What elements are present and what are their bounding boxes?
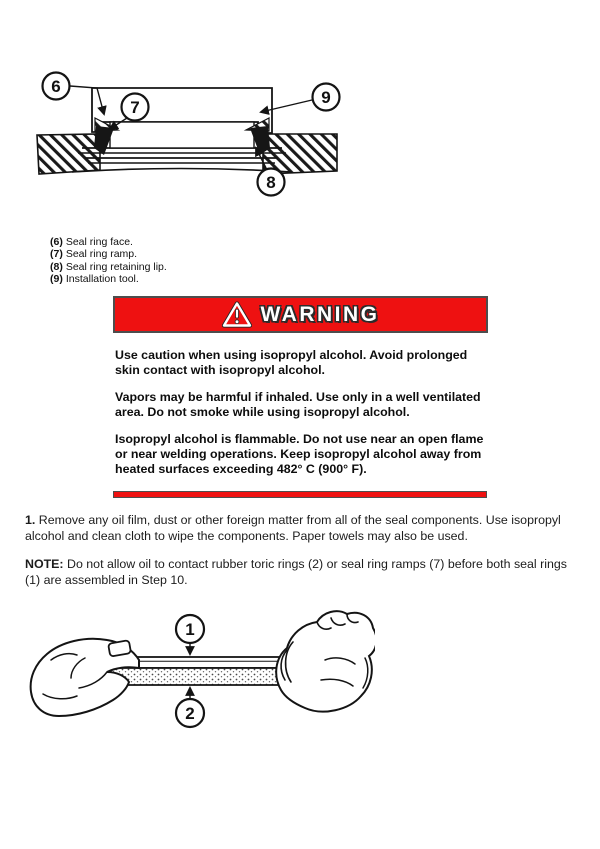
callout-6 [43,73,70,100]
warning-banner [113,296,488,333]
legend-text: Installation tool. [65,273,139,286]
callout-8 [258,169,285,196]
left-hand-drawing [31,639,139,716]
tool-inner-cavity [110,122,254,148]
legend-text: Seal ring face. [65,236,133,248]
callout-1 [176,615,204,643]
note-paragraph [25,557,581,589]
warning-title: WARNING [260,302,380,326]
callout-6-number: 6 [51,77,61,96]
legend-item-9 [50,273,167,285]
legend-text: Seal ring ramp. [65,248,138,261]
note-text: Do not allow oil to contact rubber toric rings (2) or seal ring ramps (7) before both seal rings (1) are assembled in Step 10. [25,557,567,587]
right-hand-drawing [276,611,375,711]
legend-key: (6) [50,236,63,248]
legend-key: (8) [50,260,63,273]
legend-key: (9) [50,273,63,286]
seal-ring-cross-section-figure [30,60,350,200]
callout-2-number: 2 [185,704,195,723]
note-label: NOTE: [25,557,64,571]
warning-triangle-icon [222,301,252,328]
callout-9 [313,84,340,111]
legend-item-8 [50,261,167,273]
figure-legend [50,236,167,286]
warning-body [115,348,489,489]
callout-9-number: 9 [321,88,331,107]
legend-key: (7) [50,248,63,261]
callout-7-number: 7 [130,98,140,117]
legend-item-7 [50,248,167,260]
warning-paragraph-3: Isopropyl alcohol is flammable. Do not use near an open flame or near welding operations. Keep isopropyl alcohol away from heated surfaces exceeding 482° C (900° F). [115,432,484,476]
step-1-text: Remove any oil film, dust or other foreign matter from all of the seal components. Use isopropyl alcohol and clean cloth to wipe the components. Paper towels may also be used. [25,513,561,543]
legend-text: Seal ring retaining lip. [65,260,167,273]
callout-2 [176,699,204,727]
callout-1-number: 1 [185,620,195,639]
step-1-paragraph [25,513,581,545]
warning-bottom-rule [113,491,487,498]
legend-item-6 [50,236,167,248]
step-1-number: 1. [25,513,36,527]
warning-paragraph-2: Vapors may be harmful if inhaled. Use only in a well ventilated area. Do not smoke while using isopropyl alcohol. [115,390,481,419]
callout-8-number: 8 [266,173,276,192]
callout-7 [122,94,149,121]
housing-left-hatched [37,134,100,174]
seal-ring-hands-figure [25,598,375,746]
warning-paragraph-1: Use caution when using isopropyl alcohol. Avoid prolonged skin contact with isopropyl alcohol. [115,348,468,377]
